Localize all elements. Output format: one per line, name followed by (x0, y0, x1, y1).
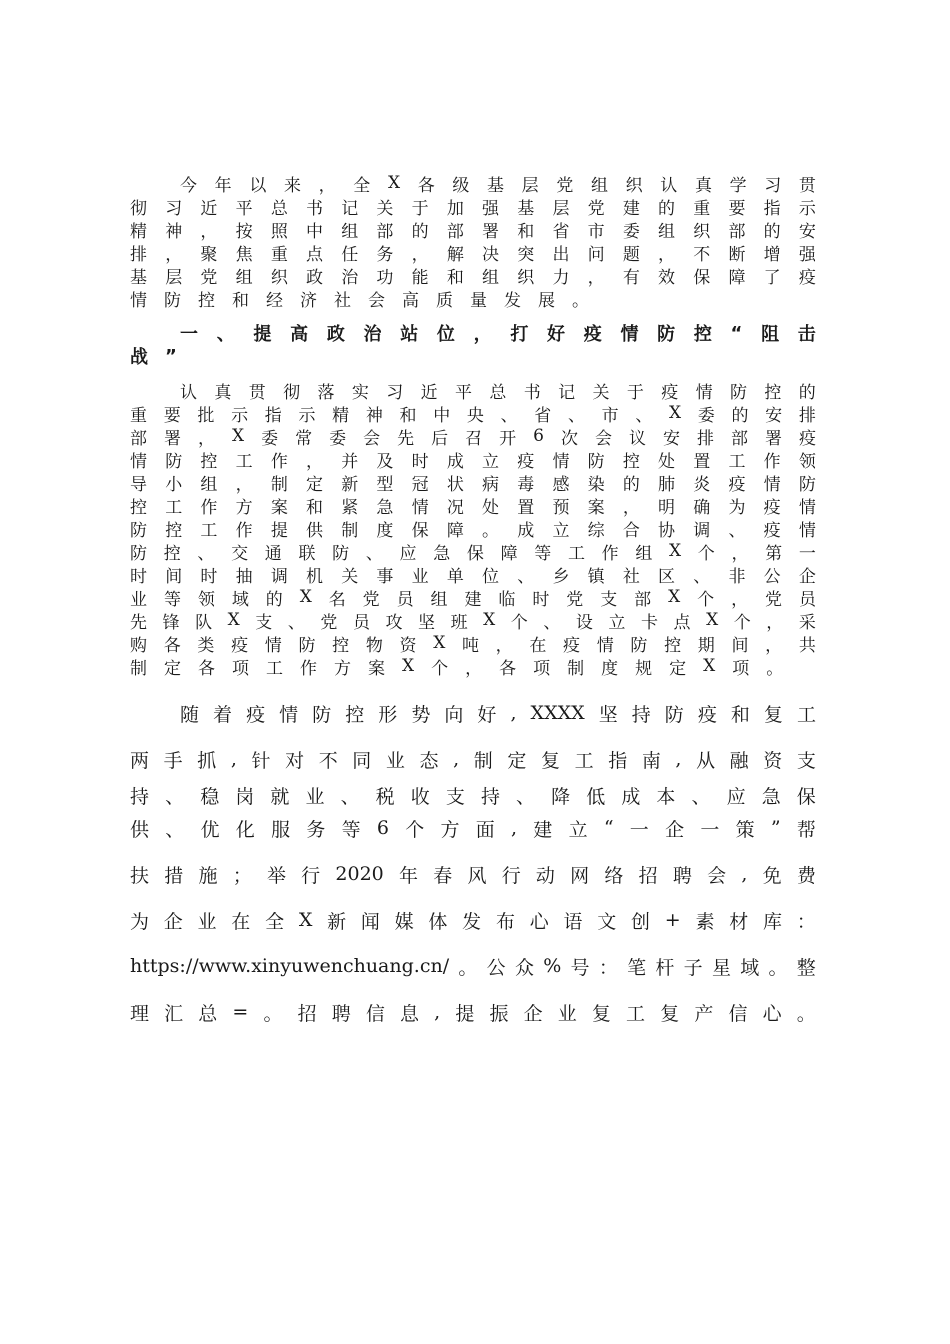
text-line: https://www.xinyuwenchuang.cn/ 。 公 众 % 号 ： 笔 杆 子 星 域 。 整 (130, 955, 816, 979)
text-line: 防 控 、 交 通 联 防 、 应 急 保 障 等 工 作 组 X 个 ， 第 一 (130, 541, 816, 564)
heading-line: 战 ” (130, 345, 177, 368)
text-line: 业 等 领 域 的 X 名 党 员 组 建 临 时 党 支 部 X 个 ， 党 员 (130, 587, 816, 610)
text-line: 情 防 控 和 经 济 社 会 高 质 量 发 展 。 (130, 290, 589, 311)
text-line: 今 年 以 来 ， 全 X 各 级 基 层 党 组 织 认 真 学 习 贯 (180, 173, 816, 196)
text-line: 防 控 工 作 提 供 制 度 保 障 。 成 立 综 合 协 调 、 疫 情 (130, 520, 816, 541)
heading-line: 一 、 提 高 政 治 站 位 ， 打 好 疫 情 防 控 “ 阻 击 (180, 322, 816, 345)
text-line: 随 着 疫 情 防 控 形 势 向 好 , XXXX 坚 持 防 疫 和 复 工 (180, 702, 816, 726)
text-line: 先 锋 队 X 支 、 党 员 攻 坚 班 X 个 、 设 立 卡 点 X 个 ， 采 (130, 610, 816, 633)
text-line: 两 手 抓 , 针 对 不 同 业 态 , 制 定 复 工 指 南 , 从 融 资 支 (130, 748, 816, 772)
text-line: 部 署 ， X 委 常 委 会 先 后 召 开 6 次 会 议 安 排 部 署 疫 (130, 426, 816, 449)
text-line: 认 真 贯 彻 落 实 习 近 平 总 书 记 关 于 疫 情 防 控 的 (180, 382, 816, 403)
text-line: 购 各 类 疫 情 防 控 物 资 X 吨 ， 在 疫 情 防 控 期 间 ， 共 (130, 633, 816, 656)
text-line: 供 、 优 化 服 务 等 6 个 方 面 , 建 立 “ 一 企 一 策 ” 帮 (130, 817, 816, 841)
text-line: 持 、 稳 岗 就 业 、 税 收 支 持 、 降 低 成 本 、 应 急 保 (130, 785, 816, 808)
text-line: 彻 习 近 平 总 书 记 关 于 加 强 基 层 党 建 的 重 要 指 示 (130, 198, 816, 219)
text-line: 导 小 组 ， 制 定 新 型 冠 状 病 毒 感 染 的 肺 炎 疫 情 防 (130, 474, 816, 495)
text-line: 理 汇 总 = 。 招 聘 信 息 , 提 振 企 业 复 工 复 产 信 心 。 (130, 1001, 816, 1025)
text-line: 控 工 作 方 案 和 紧 急 情 况 处 置 预 案 ， 明 确 为 疫 情 (130, 497, 816, 518)
text-line: 重 要 批 示 指 示 精 神 和 中 央 、 省 、 市 、 X 委 的 安 排 (130, 403, 816, 426)
text-line: 精 神 ， 按 照 中 组 部 的 部 署 和 省 市 委 组 织 部 的 安 (130, 221, 816, 242)
text-line: 时 间 时 抽 调 机 关 事 业 单 位 、 乡 镇 社 区 、 非 公 企 (130, 566, 816, 587)
text-line: 情 防 控 工 作 ， 并 及 时 成 立 疫 情 防 控 处 置 工 作 领 (130, 451, 816, 472)
text-line: 扶 措 施 ； 举 行 2020 年 春 风 行 动 网 络 招 聘 会 , 免 费 (130, 863, 816, 887)
text-line: 排 ， 聚 焦 重 点 任 务 ， 解 决 突 出 问 题 ， 不 断 增 强 (130, 244, 816, 265)
text-line: 为 企 业 在 全 X 新 闻 媒 体 发 布 心 语 文 创 + 素 材 库 ： (130, 909, 816, 933)
text-line: 制 定 各 项 工 作 方 案 X 个 ， 各 项 制 度 规 定 X 项 。 (130, 656, 784, 679)
text-line: 基 层 党 组 织 政 治 功 能 和 组 织 力 ， 有 效 保 障 了 疫 (130, 267, 816, 288)
